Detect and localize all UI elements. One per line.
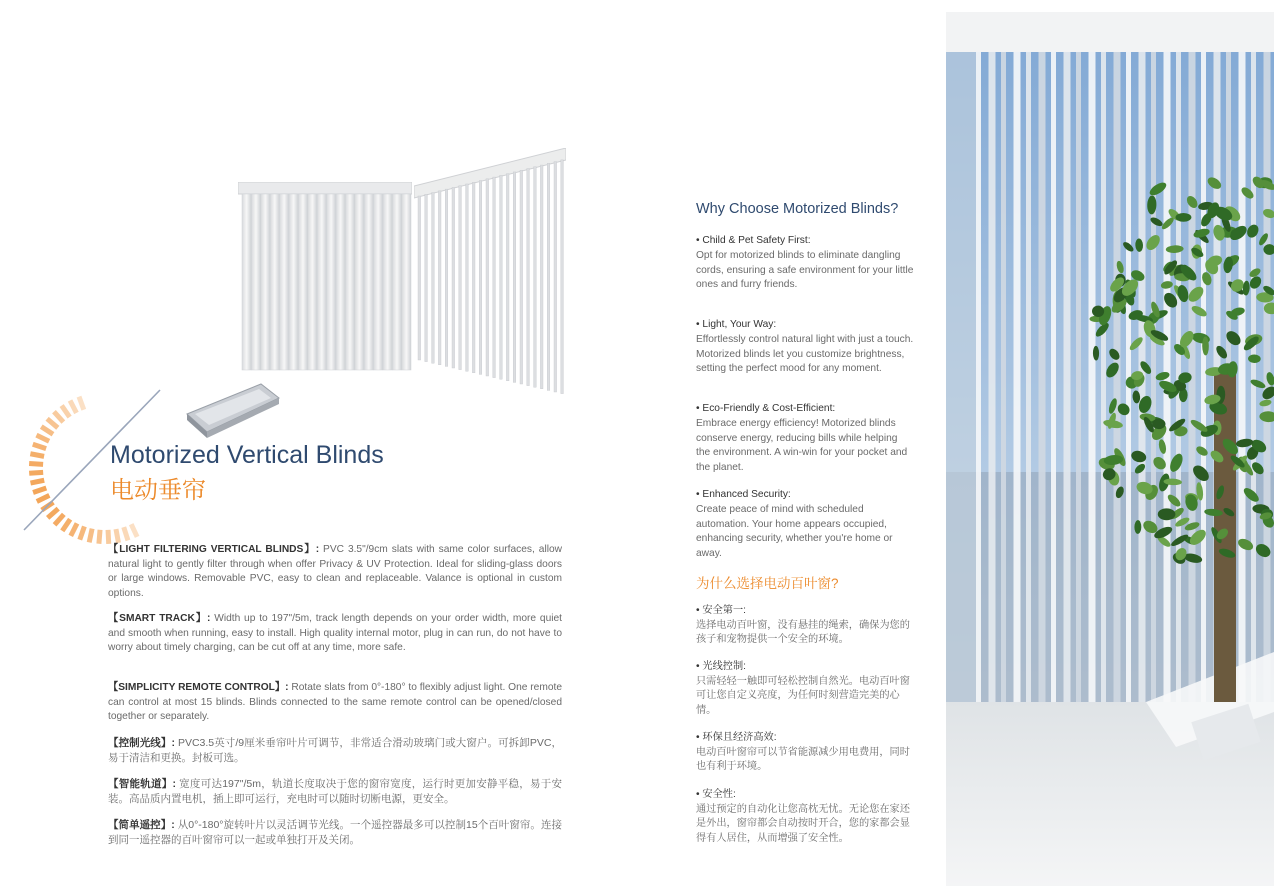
feature-text: 从0°-180°旋转叶片以灵活调节光线。一个遥控器最多可以控制15个百叶窗帘。连接到同一遥控器的百叶窗帘可以一起或单独打开及关闭。 <box>108 819 562 846</box>
title-chinese: 电动垂帘 <box>110 477 206 504</box>
open-vertical-blind-illustration <box>414 148 566 398</box>
benefit-heading: • 光线控制: <box>696 661 746 672</box>
title-english: Motorized Vertical Blinds <box>110 441 384 469</box>
closed-vertical-blind-illustration <box>238 182 412 372</box>
feature-label: 【简单遥控】: <box>108 819 175 831</box>
benefit-item-cn <box>696 731 914 775</box>
feature-label: 【LIGHT FILTERING VERTICAL BLINDS】: <box>108 544 320 555</box>
benefit-text: 通过预定的自动化让您高枕无忧。无论您在家还是外出，窗帘都会自动按时开合，您的家都会显得有人居住，从而增强了安全性。 <box>696 803 910 844</box>
benefit-item <box>696 402 914 476</box>
benefit-item <box>696 318 914 377</box>
benefit-heading: • Light, Your Way: <box>696 319 777 330</box>
feature-label: 【SMART TRACK】: <box>108 613 211 624</box>
feature-light-filtering <box>108 543 562 601</box>
benefit-heading: • Child & Pet Safety First: <box>696 235 811 246</box>
feature-cn-light-control <box>108 736 562 766</box>
benefit-text: Create peace of mind with scheduled automation. Your home appears occupied, enhancing security, whether you're home or away. <box>696 503 893 560</box>
feature-smart-track <box>108 612 562 656</box>
benefit-item <box>696 488 914 562</box>
feature-label: 【智能轨道】: <box>108 778 177 790</box>
feature-text: 宽度可达197"/5m，轨道长度取决于您的窗帘宽度，运行时更加安静平稳，易于安装。高品质内置电机，插上即可运行，充电时可以随时切断电源，更安全。 <box>108 778 562 805</box>
benefit-heading: • 环保且经济高效: <box>696 732 777 743</box>
benefit-text: 选择电动百叶窗，没有悬挂的绳索，确保为您的孩子和宠物提供一个安全的环境。 <box>696 619 910 645</box>
benefit-text: Opt for motorized blinds to eliminate dangling cords, ensuring a safe environment for your little ones and furry friends. <box>696 249 914 291</box>
why-choose-heading-cn: 为什么选择电动百叶窗? <box>696 576 839 591</box>
benefit-heading: • Eco-Friendly & Cost-Efficient: <box>696 403 836 414</box>
feature-cn-smart-track <box>108 777 562 807</box>
room-photo-with-blinds <box>946 12 1274 886</box>
feature-label: 【SIMPLICITY REMOTE CONTROL】: <box>108 682 289 693</box>
benefit-item-cn <box>696 660 914 718</box>
feature-text: PVC3.5英寸/9厘米垂帘叶片可调节，非常适合滑动玻璃门或大窗户。可拆卸PVC，易于清洁和更换。封板可选。 <box>108 737 562 764</box>
why-choose-heading: Why Choose Motorized Blinds? <box>696 201 899 217</box>
benefit-text: 电动百叶窗帘可以节省能源减少用电费用，同时也有利于环境。 <box>696 746 910 772</box>
benefit-text: Embrace energy efficiency! Motorized blinds conserve energy, reducing bills while helping the environment. A win-win for your pocket and the planet. <box>696 417 908 474</box>
feature-cn-remote <box>108 818 562 848</box>
feature-text: Width up to 197"/5m, track length depends on your order width, more quiet and smooth when running, easy to install. High quality internal motor, plug in can run, do not have to worry about timely charging, can be cut off at any time, more safe. <box>108 613 562 653</box>
benefit-item-cn <box>696 604 914 648</box>
feature-text: Rotate slats from 0°-180° to flexibly adjust light. One remote can control at most 15 blinds. Blinds connected to the same remote control can be opened/closed together or separately. <box>108 682 563 722</box>
benefit-text: 只需轻轻一触即可轻松控制自然光。电动百叶窗可让您自定义亮度，为任何时刻营造完美的心情。 <box>696 675 910 716</box>
benefit-heading: • Enhanced Security: <box>696 489 791 500</box>
benefit-heading: • 安全第一: <box>696 605 746 616</box>
benefit-item <box>696 234 914 293</box>
benefit-item-cn <box>696 788 914 846</box>
remote-control-illustration <box>185 380 280 440</box>
feature-text: PVC 3.5"/9cm slats with same color surfaces, allow natural light to gently filter through when offer Privacy & UV Protection. Ideal for sliding-glass doors or large windows. Removable PVC, easy to clean and replaceable. Valance is optional in custom options. <box>108 544 562 599</box>
feature-remote-control <box>108 681 562 725</box>
feature-label: 【控制光线】: <box>108 737 175 749</box>
benefit-text: Effortlessly control natural light with just a touch. Motorized blinds let you customize brightness, setting the perfect mood for any moment. <box>696 333 914 375</box>
benefit-heading: • 安全性: <box>696 789 736 800</box>
